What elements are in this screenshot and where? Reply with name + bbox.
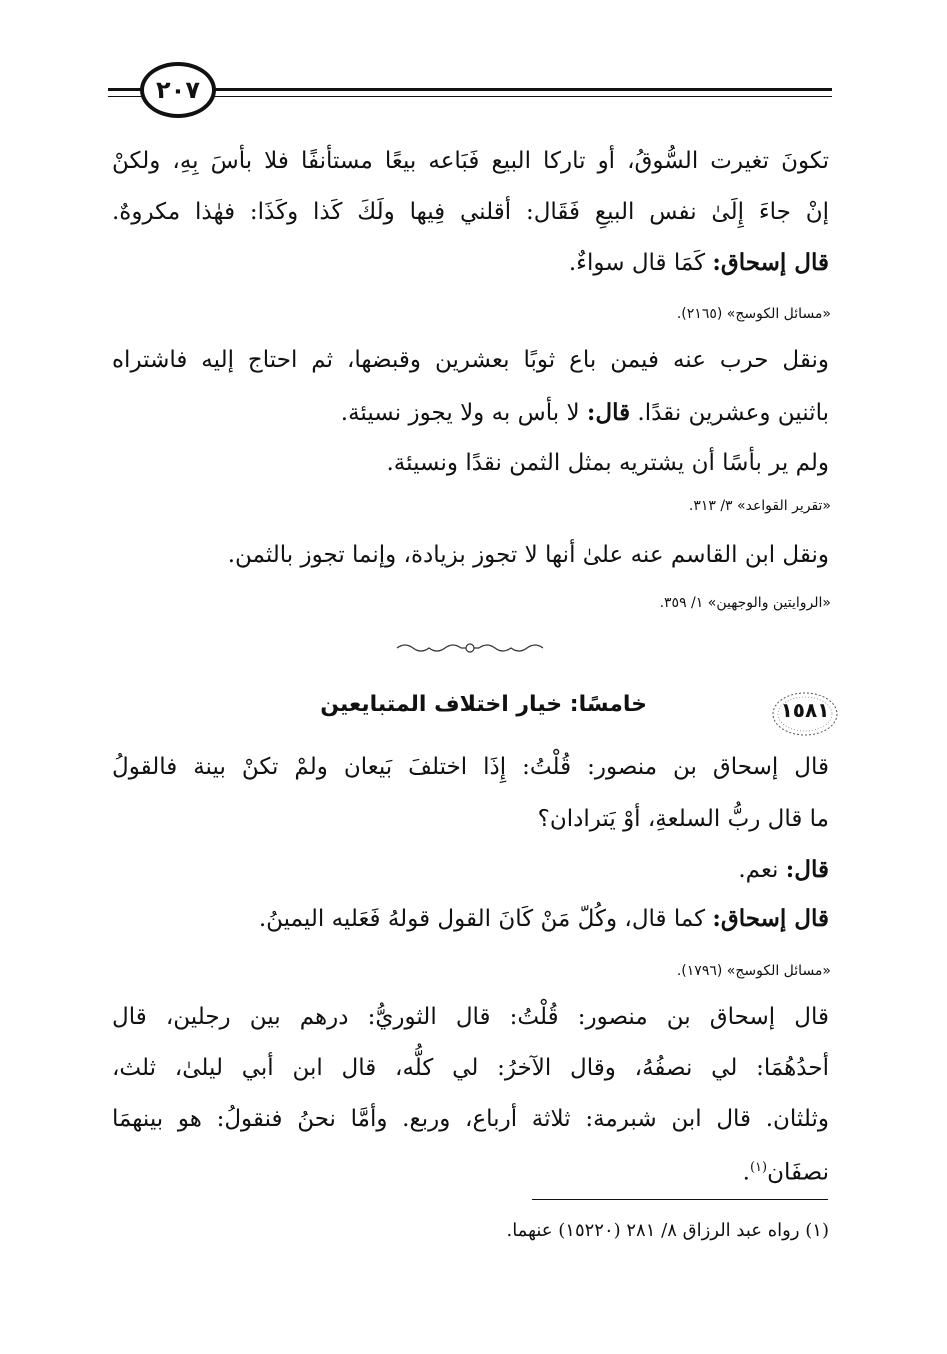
speaker-label: قال: <box>586 399 631 426</box>
paragraph-line: تكونَ تغيرت السُّوقُ، أو تاركا البيع فَبَاعه بيعًا مستأنفًا فلا بأسَ بِهِ، ولكنْ <box>112 148 829 174</box>
paragraph-line: ونقل حرب عنه فيمن باع ثوبًا بعشرين وقبضها، ثم احتاج إليه فاشتراه <box>112 347 829 373</box>
paragraph-line <box>341 398 829 428</box>
statement-text: كما قال، وكُلّ مَنْ كَانَ القول قولهُ فَعَليه اليمينُ. <box>258 906 713 932</box>
ornament-divider-icon <box>395 640 545 656</box>
page-number: ٢٠٧ <box>156 76 200 104</box>
statement-text: لا بأس به ولا يجوز نسيئة. <box>340 400 587 426</box>
paragraph-line: قال إسحاق بن منصور: قُلْتُ: إِذَا اختلفَ بَيعان ولمْ تكنْ بينة فالقولُ <box>112 754 829 780</box>
paragraph-line <box>259 904 829 934</box>
paragraph-line: ونقل ابن القاسم عنه علىٰ أنها لا تجوز بزيادة، وإنما تجوز بالثمن. <box>227 542 829 568</box>
statement-text: كَمَا قال سواءٌ. <box>568 250 713 276</box>
paragraph-line: قال إسحاق بن منصور: قُلْتُ: قال الثوريُّ: درهم بين رجلين، قال <box>112 1004 829 1030</box>
page-number-badge <box>140 62 216 118</box>
footnote-separator <box>532 1199 828 1200</box>
paragraph-line <box>743 1153 829 1188</box>
speaker-label: قال إسحاق: <box>712 249 829 276</box>
paragraph-line: ما قال ربُّ السلعةِ، أوْ يَترادان؟ <box>537 806 829 832</box>
source-citation: «مسائل الكوسج» (١٧٩٦). <box>676 963 831 979</box>
paragraph-line: ولم ير بأسًا أن يشتريه بمثل الثمن نقدًا ونسيئة. <box>386 450 829 476</box>
header-rule <box>108 84 832 104</box>
source-citation: «الروايتين والوجهين» ١/ ٣٥٩. <box>659 595 831 611</box>
paragraph-line: إنْ جاءَ إِلَىٰ نفس البيعِ فَقَال: أقلني فِيها ولَكَ كَذا وكَذَا: فهٰذا مكروهٌ. <box>112 199 829 225</box>
source-citation: «مسائل الكوسج» (٢١٦٥). <box>676 306 831 322</box>
statement-text: باثنين وعشرين نقدًا. <box>630 400 829 426</box>
footnote: (١) رواه عبد الرزاق ٨/ ٢٨١ (١٥٢٢٠) عنهما. <box>506 1220 829 1241</box>
statement-text: نصفَان <box>767 1159 829 1186</box>
statement-text: نعم. <box>738 857 786 883</box>
section-number: ١٥٨١ <box>780 698 830 722</box>
footnote-reference[interactable]: (١) <box>749 1160 768 1175</box>
speaker-label: قال: <box>785 856 829 883</box>
paragraph-line <box>569 248 829 278</box>
section-title: خامسًا: خيار اختلاف المتبايعين <box>320 692 647 717</box>
source-citation: «تقرير القواعد» ٣/ ٣١٣. <box>688 498 831 514</box>
paragraph-line: وثلثان. قال ابن شبرمة: ثلاثة أرباع، وربع. وأمَّا نحنُ فنقولُ: هو بينهمَا <box>112 1106 829 1132</box>
paragraph-line <box>738 855 829 885</box>
speaker-label: قال إسحاق: <box>712 905 829 932</box>
paragraph-line: أحدُهُمَا: لي نصفُهُ، وقال الآخرُ: لي كلُّه، قال ابن أبي ليلىٰ، ثلث، <box>112 1055 829 1081</box>
statement-text: . <box>742 1159 750 1186</box>
